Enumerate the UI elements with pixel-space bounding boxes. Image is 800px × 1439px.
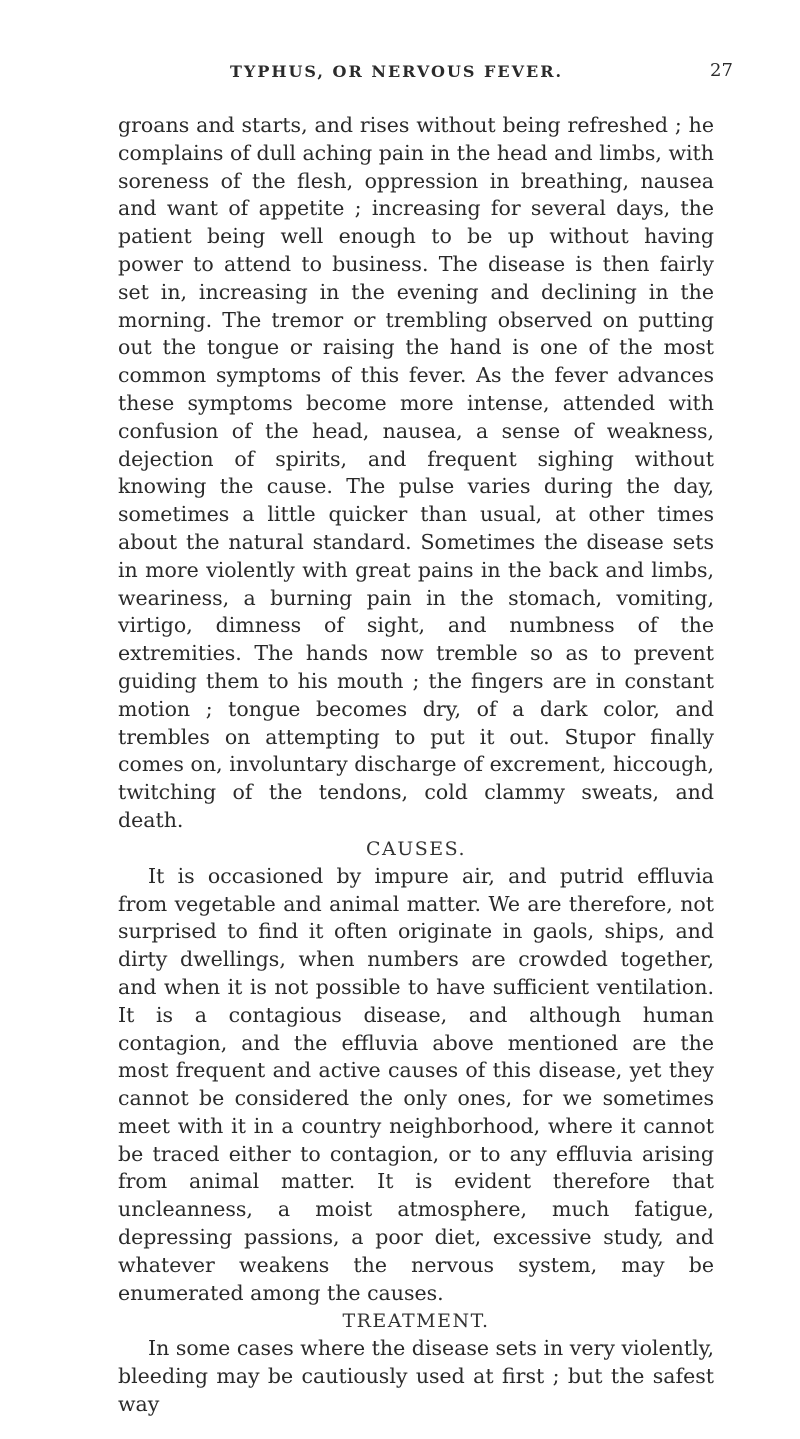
symptoms-paragraph: groans and starts, and rises without being refreshed ; he complains of dull aching pain in the head and limbs, with soreness of the flesh, oppression in breathing, nausea and want of appetite ; increasing for several days, the patient being well enough to be up without having power to attend to business. The disease is then fairly set in, increasing in the evening and declining in the morning. The tremor or trembling observed on putting out the tongue or raising the hand is one of the most common symptoms of this fever. As the fever advances these symptoms become more intense, attended with confusion of the head, nausea, a sense of weakness, dejection of spirits, and frequent sighing without knowing the cause. The pulse varies during the day, sometimes a little quicker than usual, at other times about the natural standard. Sometimes the disease sets in more violently with great pains in the back and limbs, weariness, a burning pain in the stomach, vomiting, virtigo, dimness of sight, and numbness of the extremities. The hands now tremble so as to prevent guiding them to his mouth ; the fingers are in constant motion ; tongue becomes dry, of a dark color, and trembles on attempting to put it out. Stupor finally comes on, involuntary discharge of excrement, hiccough, twitching of the tendons, cold clammy sweats, and death. (118, 113, 714, 832)
treatment-paragraph: In some cases where the disease sets in very violently, bleeding may be cautiously used at first ; but the safest way (118, 1336, 714, 1417)
page-number: 27 (710, 60, 733, 81)
causes-heading: CAUSES. (365, 837, 467, 860)
treatment-heading: TREATMENT. (342, 1310, 490, 1333)
page-body (118, 112, 714, 1419)
running-head: TYPHUS, OR NERVOUS FEVER. (230, 62, 564, 81)
causes-paragraph: It is occasioned by impure air, and putrid effluvia from vegetable and animal matter. We are therefore, not surprised to find it often originate in gaols, ships, and dirty dwellings, when numbers are crowded together, and when it is not possible to have sufficient ventilation. It is a contagious disease, and although human contagion, and the effluvia above mentioned are the most frequent and active causes of this disease, yet they cannot be considered the only ones, for we sometimes meet with it in a country neighborhood, where it cannot be traced either to contagion, or to any effluvia arising from animal matter. It is evident therefore that uncleanness, a moist atmosphere, much fatigue, depressing passions, a poor diet, excessive study, and whatever weakens the nervous system, may be enumerated among the causes. (118, 863, 714, 1305)
